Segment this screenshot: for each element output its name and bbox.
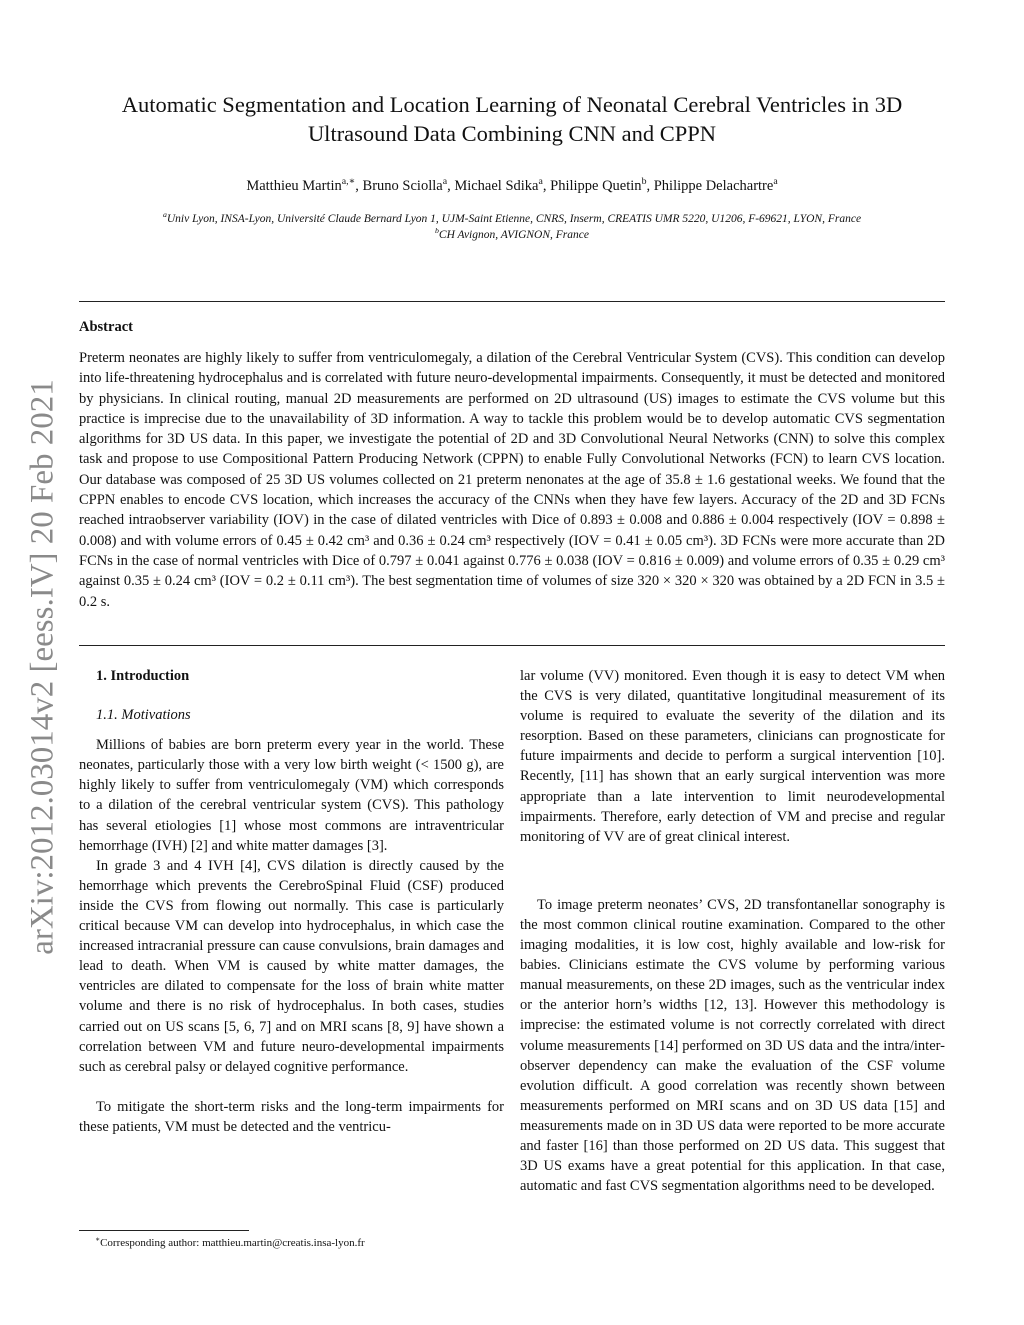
author-list: Matthieu Martin$^{a,∗}$, Bruno Sciolla$^a$, Michael Sdika$^a$, Philippe Quetin$^b$, Philippe Delachartre$^a$ [246,176,778,194]
affiliation-text: CH Avignon, AVIGNON, France [438,229,589,241]
right-column [520,666,945,1196]
paper-title: Automatic Segmentation and Location Learning of Neonatal Cerebral Ventricles in 3D Ultrasound Data Combining CNN and CPPN [121,92,903,146]
footnote-mark: ∗ [95,1234,101,1244]
author-name: Michael Sdika [454,178,539,194]
footnote [95,1236,365,1250]
author-name: Philippe Delachartre [653,178,774,194]
footnote-text: Corresponding author: matthieu.martin@creatis.insa-lyon.fr [100,1237,365,1249]
author-affiliation-mark: b [641,176,647,188]
author-affiliation-mark: a [442,176,448,188]
author-affiliation-mark: a [773,176,778,188]
affiliations [80,211,944,243]
affiliation-mark: a [162,210,167,220]
body-paragraph: lar volume (VV) monitored. Even though it is easy to detect VM when the CVS is very dilated, quantitative longitudinal measurement of its volume is required to evaluate the severity of the dilation and its resorption. Based on these parameters, clinicians can prognosticate for future impairments and decide to perform a surgical intervention [10]. Recently, [11] has shown that an early surgical intervention was more appropriate than a late intervention to limit neurodevelopmental impairments. Therefore, early detection of VM and precise and regular monitoring of VV are of great clinical interest. [520,668,945,845]
footnote-divider [79,1230,249,1231]
author-affiliation-mark: a,∗ [341,176,356,188]
subsection-heading: 1.1. Motivations [96,707,191,724]
affiliation-text: Univ Lyon, INSA-Lyon, Université Claude Bernard Lyon 1, UJM-Saint Etienne, CNRS, Inserm, CREATIS UMR 5220, U1206, F-69621, LYON, France [166,213,862,225]
body-paragraph: In grade 3 and 4 IVH [4], CVS dilation is directly caused by the hemorrhage which prevents the CerebroSpinal Fluid (CSF) produced inside the CVS from flowing out normally. This case is particularly critical because VM can develop into hydrocephalus, in which case the increased intracranial pressure can cause convulsions, brain damages and lead to death. When VM is caused by white matter damages, the ventricles are dilated to compensate for the loss of brain white matter volume and there is no risk of hydrocephalus. In both cases, studies carried out on US scans [5, 6, 7] and on MRI scans [8, 9] have shown a correlation between VM and future neuro-developmental impairments such as cerebral palsy or delayed cognitive performance. [79,857,504,1075]
abstract-heading: Abstract [79,319,133,335]
body-paragraph: To image preterm neonates’ CVS, 2D transfontanellar sonography is the most common clinical routine examination. Compared to the other imaging modalities, it is low cost, highly available and low-risk for babies. Clinicians estimate the CVS volume by performing various manual measurements, on these 2D images, such as the ventricular index or the anterior horn’s widths [12, 13]. However this methodology is imprecise: the estimated volume is not correctly correlated with direct volume measurements [14] performed on 3D US data and the intra/inter-observer dependency can make the evaluation of the CSF volume evolution difficult. A good correlation was recently shown between measurements performed on MRI scans and on 3D US data [15] and measurements made on in 3D US data were reported to be more accurate and faster [16] than those performed on 2D US data. This suggest that 3D US exams have a great potential for this application. In that case, automatic and fast CVS segmentation algorithms need to be developed. [520,896,945,1195]
abstract-body: Preterm neonates are highly likely to suffer from ventriculomegaly, a dilation of the Cerebral Ventricular System (CVS). This condition can develop into life-threatening hydrocephalus and is correlated with future neuro-developmental impairments. Consequently, it must be detected and monitored by physicians. In clinical routing, manual 2D measurements are performed on 2D ultrasound (US) images to estimate the CVS volume but this practice is imprecise due to the unavailability of 3D information. A way to tackle this problem would be to develop automatic CVS segmentation algorithms for 3D US data. In this paper, we investigate the potential of 2D and 3D Convolutional Neural Networks (CNN) to solve this complex task and propose to use Compositional Pattern Producing Network (CPPN) to enable Fully Convolutional Networks (FCN) to learn CVS location. Our database was composed of 25 3D US volumes collected on 21 preterm nenonates at the age of 35.8 ± 1.6 gestational weeks. We found that the CPPN enables to encode CVS location, which increases the accuracy of the CNNs when they have few layers. Accuracy of the 2D and 3D FCNs reached intraobserver variability (IOV) in the case of dilated ventricles with Dice of 0.893 ± 0.008 and 0.886 ± 0.004 respectively (IOV = 0.898 ± 0.008) and with volume errors of 0.45 ± 0.42 cm³ and 0.36 ± 0.24 cm³ respectively (IOV = 0.41 ± 0.05 cm³). 3D FCNs were more accurate than 2D FCNs in the case of normal ventricles with Dice of 0.797 ± 0.041 against 0.776 ± 0.038 (IOV = 0.816 ± 0.009) and volume errors of 0.35 ± 0.29 cm³ against 0.35 ± 0.24 cm³ (IOV = 0.2 ± 0.11 cm³). The best segmentation time of volumes of size 320 × 320 × 320 was obtained by a 2D FCN in 3.5 ± 0.2 s. [79,350,945,610]
top-divider [79,301,945,302]
left-column [79,666,504,1137]
affiliation-line [80,227,944,243]
abstract-divider [79,645,945,646]
section-heading: 1. Introduction [96,668,190,684]
arxiv-sidebar [21,352,65,982]
author-name: Bruno Sciolla [362,178,443,194]
author-name: Philippe Quetin [550,178,642,194]
body-paragraph: Millions of babies are born preterm every year in the world. These neonates, particularly those with a very low birth weight (< 1500 g), are highly likely to suffer from ventriculomegaly (VM) which corresponds to a dilation of the cerebral ventricular system (CVS). This pathology has several etiologies [1] whose most commons are intraventricular hemorrhage (IVH) [2] and white matter damages [3]. [79,737,504,854]
author-affiliation-mark: a [538,176,543,188]
author-name: Matthieu Martin [246,178,342,194]
body-paragraph: To mitigate the short-term risks and the long-term impairments for these patients, VM must be detected and the ventricu- [79,1098,504,1135]
arxiv-identifier: arXiv:2012.03014v2 [eess.IV] 20 Feb 2021 [24,379,61,955]
affiliation-mark: b [435,226,439,236]
affiliation-line [80,211,944,227]
